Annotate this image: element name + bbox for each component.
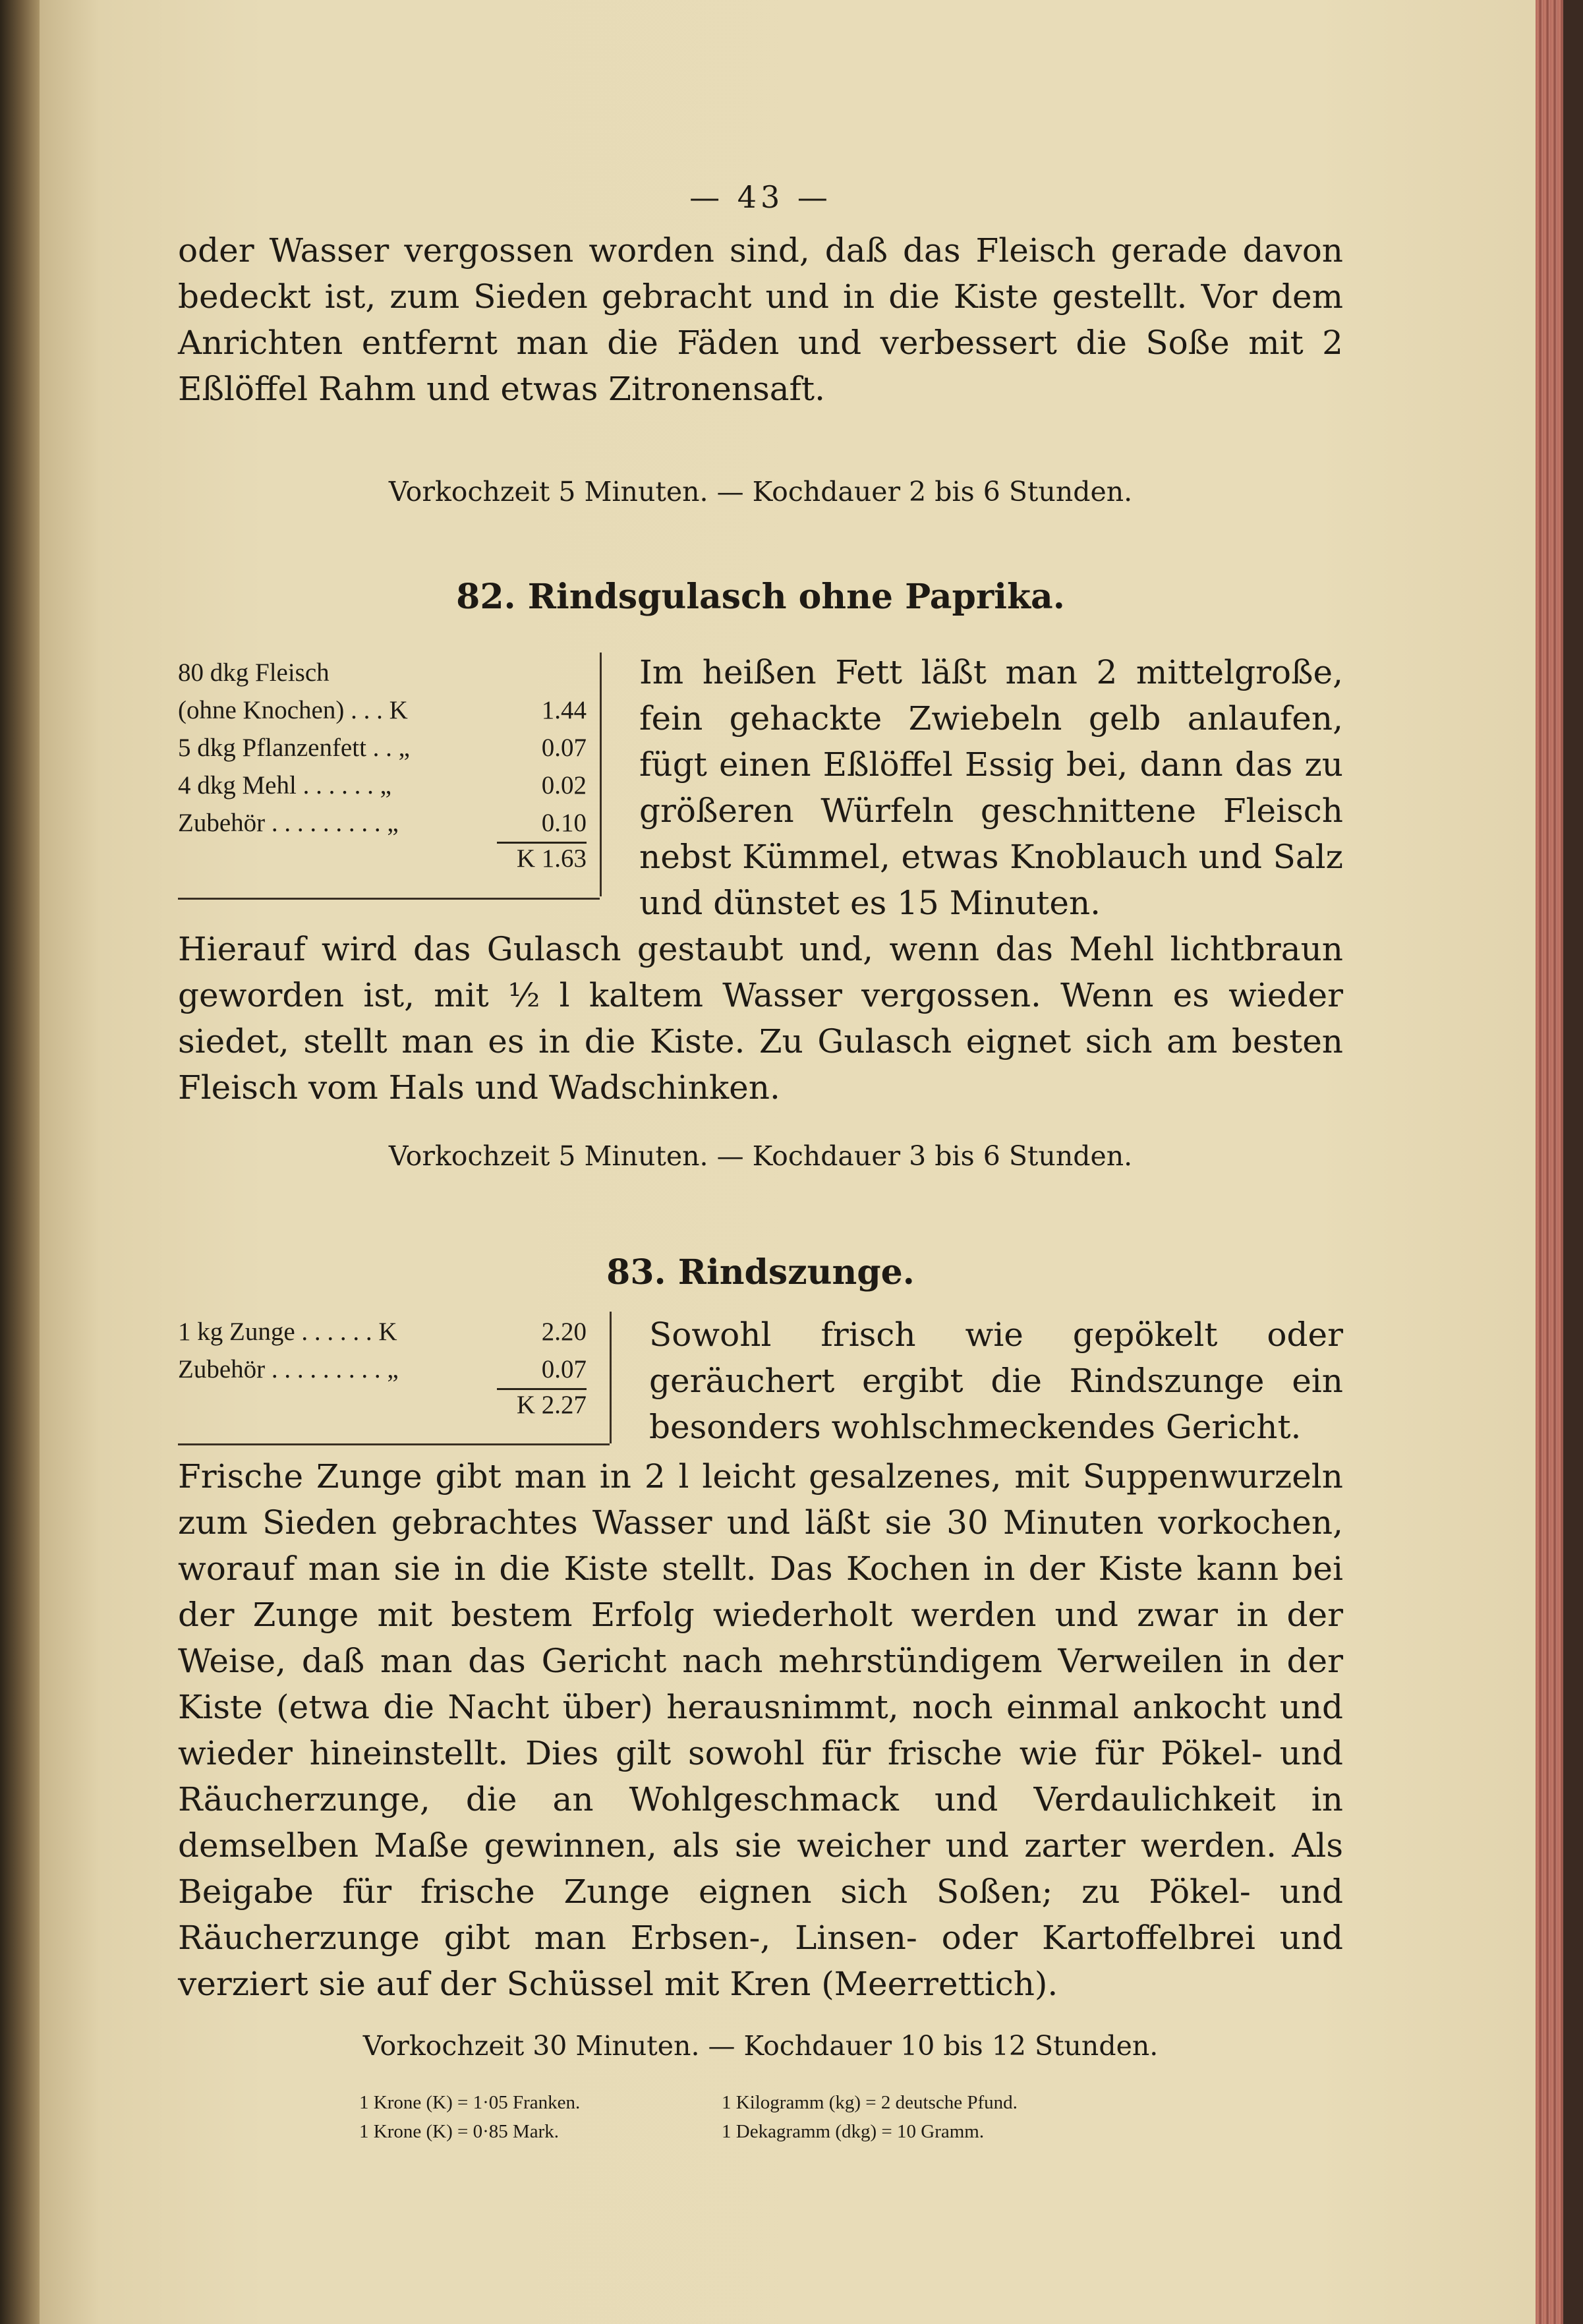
ingredient-name: (ohne Knochen) . . . K	[178, 696, 408, 724]
ingredient-price: 0.10	[541, 809, 587, 837]
ingredient-total: K 2.27	[497, 1388, 587, 1420]
footnote-line: 1 Kilogramm (kg) = 2 deutsche Pfund.	[722, 2092, 1018, 2113]
recipe-83-ingredients	[178, 1312, 600, 1424]
ingredient-row	[178, 1312, 600, 1349]
ingredients-divider	[610, 1312, 612, 1443]
recipe-83-text: Frische Zunge gibt man in 2 l leicht gesalzenes, mit Suppenwurzeln zum Sieden gebrachtes Wasser und läßt sie 30 Minuten vorkochen, worauf man sie in die Kiste stellt. Das Kochen in der Kiste kann bei der Zunge mit bestem Erfolg wiederholt werden und zwar in der Weise, daß man das Gericht nach mehrstündigem Verweilen in der Kiste (etwa die Nacht über) herausnimmt, noch einmal ankocht und wieder hineinstellt. Dies gilt sowohl für frische wie für Pökel- und Räucherzunge, die an Wohlgeschmack und Verdaulichkeit in demselben Maße gewinnen, als sie weicher und zarter werden. Als Beigabe für frische Zunge eignen sich Soßen; zu Pökel- und Räucherzunge gibt man Erbsen-, Linsen- oder Kartoffelbrei und verziert sie auf der Schüssel mit Kren (Meerrettich).	[178, 1457, 1343, 2003]
footnote-weights	[722, 2088, 1018, 2146]
ingredient-total-row	[178, 1387, 600, 1424]
ingredient-row	[178, 653, 600, 690]
intro-timing: Vorkochzeit 5 Minuten. — Kochdauer 2 bis 6 Stunden.	[388, 476, 1133, 508]
ingredient-name: 1 kg Zunge . . . . . . K	[178, 1318, 397, 1346]
ingredient-price: 2.20	[541, 1318, 587, 1346]
page-number: — 43 —	[689, 179, 832, 215]
ingredient-row	[178, 1349, 600, 1387]
ingredient-name: 80 dkg Fleisch	[178, 658, 330, 687]
ingredients-rule	[178, 898, 600, 900]
ingredients-rule	[178, 1443, 610, 1445]
ingredient-price: 0.07	[541, 1355, 587, 1383]
ingredient-price: 1.44	[541, 696, 587, 724]
ingredient-total-row	[178, 840, 600, 878]
ingredient-row	[178, 765, 600, 803]
footnote-line: 1 Dekagramm (dkg) = 10 Gramm.	[722, 2121, 985, 2142]
book-cover-edge	[1563, 0, 1583, 2324]
recipe-82-ingredients	[178, 653, 600, 878]
ingredient-row	[178, 803, 600, 840]
ingredient-row	[178, 728, 600, 765]
recipe-83-text-wrapped: Sowohl frisch wie gepökelt oder geräuchert ergibt die Rindszunge ein besonders wohlschmeckendes Gericht.	[649, 1316, 1343, 1446]
recipe-83-timing: Vorkochzeit 30 Minuten. — Kochdauer 10 bis 12 Stunden.	[362, 2030, 1159, 2062]
recipe-83-heading: 83. Rindszunge.	[606, 1252, 915, 1293]
recipe-82-text-wrapped: Im heißen Fett läßt man 2 mittelgroße, fein gehackte Zwiebeln gelb anlaufen, fügt einen Eßlöffel Essig bei, dann das zu größeren Würfeln geschnittene Fleisch nebst Kümmel, etwas Knoblauch und Salz und dünstet es 15 Minuten.	[639, 653, 1343, 922]
ingredient-name: Zubehör . . . . . . . . . „	[178, 1355, 399, 1383]
footnote-line: 1 Krone (K) = 1·05 Franken.	[359, 2092, 581, 2113]
recipe-82-heading: 82. Rindsgulasch ohne Paprika.	[456, 577, 1065, 617]
ingredient-price: 0.07	[541, 734, 587, 762]
ingredient-total: K 1.63	[497, 842, 587, 873]
ingredient-row	[178, 690, 600, 728]
footnote-line: 1 Krone (K) = 0·85 Mark.	[359, 2121, 560, 2142]
ingredients-divider	[600, 653, 602, 896]
ingredient-name: 5 dkg Pflanzenfett . . „	[178, 734, 410, 762]
recipe-82-text: Hierauf wird das Gulasch gestaubt und, wenn das Mehl lichtbraun geworden ist, mit ½ l kaltem Wasser vergossen. Wenn es wieder siedet, stellt man es in die Kiste. Zu Gulasch eignet sich am besten Fleisch vom Hals und Wadschinken.	[178, 930, 1343, 1107]
intro-paragraph: oder Wasser vergossen worden sind, daß das Fleisch gerade davon bedeckt ist, zum Sieden gebracht und in die Kiste gestellt. Vor dem Anrichten entfernt man die Fäden und verbessert die Soße mit 2 Eßlöffel Rahm und etwas Zitronensaft.	[178, 231, 1343, 408]
page-content	[178, 0, 1343, 2324]
ingredient-price: 0.02	[541, 771, 587, 799]
recipe-82-timing: Vorkochzeit 5 Minuten. — Kochdauer 3 bis 6 Stunden.	[388, 1140, 1133, 1172]
ingredient-name: Zubehör . . . . . . . . . „	[178, 809, 399, 837]
footnote-currency	[359, 2088, 580, 2146]
ingredient-name: 4 dkg Mehl . . . . . . „	[178, 771, 391, 799]
